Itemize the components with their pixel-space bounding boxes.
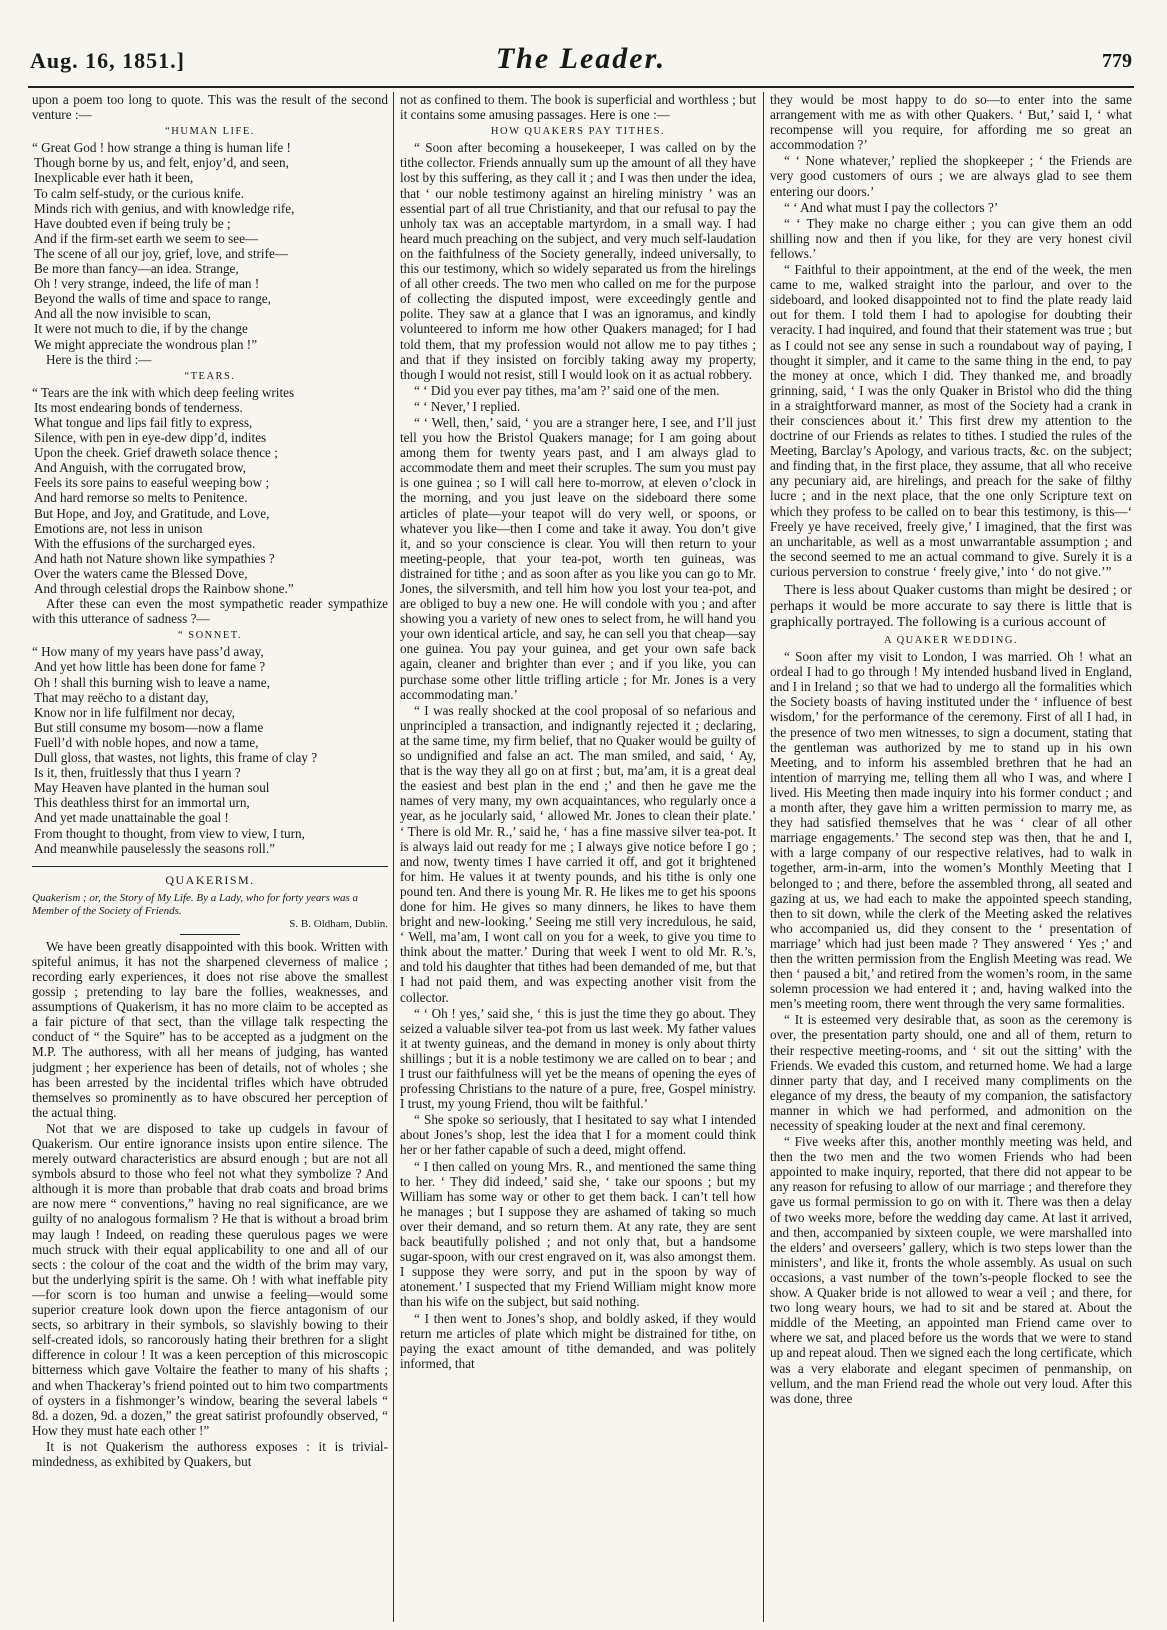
excerpt-paragraph: they would be most happy to do so—to enter into the same arrangement with me as with other Quakers. ‘ But,’ said I, ‘ what recompense will you require, for affording me so great an accommodation ?’: [770, 92, 1132, 153]
verse-line: But Hope, and Joy, and Gratitude, and Love,: [34, 505, 270, 521]
excerpt-paragraph: “ I then went to Jones’s shop, and boldly asked, if they would return me articles of plate which might be distrained for tithe, on paying the exact amount of tithe demanded, and was politely informed, that: [400, 1310, 756, 1371]
excerpt-paragraph: “ She spoke so seriously, that I hesitated to say what I intended about Jones’s shop, lest the idea that I for a moment could think her or her father capable of such a deed, might offend.: [400, 1112, 756, 1158]
verse-line: To calm self-study, or the curious knife.: [34, 185, 244, 201]
verse-line: Know nor in life fulfilment nor decay,: [34, 704, 235, 720]
verse-line: This deathless thirst for an immortal urn,: [34, 795, 250, 811]
verse-line: May Heaven have planted in the human soul: [34, 780, 270, 796]
verse-line: Though borne by us, and felt, enjoy’d, and seen,: [34, 155, 289, 171]
verse-line: Fuell’d with noble hopes, and now a tame,: [34, 734, 259, 750]
excerpt-heading-wedding: A QUAKER WEDDING.: [883, 635, 1019, 646]
verse-line: With the effusions of the surcharged eyes.: [34, 535, 256, 551]
verse-line: Minds rich with genius, and with knowledge rife,: [34, 200, 295, 216]
verse-line: Is it, then, fruitlessly that thus I yearn ?: [34, 765, 241, 781]
verse-line: And meanwhile pauselessly the seasons roll.”: [34, 840, 275, 856]
verse-line: Emotions are, not less in unison: [34, 520, 203, 536]
verse-line: Silence, with pen in eye-dew dipp’d, indites: [34, 430, 267, 446]
verse-line: And Anguish, with the corrugated brow,: [34, 460, 246, 476]
intro-text: upon a poem too long to quote. This was the result of the second venture :—: [32, 92, 388, 123]
poem-title-human-life: “HUMAN LIFE.: [165, 126, 255, 138]
excerpt-paragraph: “ ‘ And what must I pay the collectors ?’: [784, 199, 999, 215]
third-intro: Here is the third :—: [46, 351, 152, 367]
poem-title-tears: “TEARS.: [184, 370, 236, 382]
section-divider: [32, 866, 388, 867]
column-divider-1: [393, 92, 394, 1622]
verse-line: And hard remorse so melts to Penitence.: [34, 490, 248, 506]
verse-line: Be more than fancy—an idea. Strange,: [34, 261, 239, 277]
verse-line: And through celestial drops the Rainbow shone.”: [34, 581, 294, 596]
poem-title-sonnet: “ SONNET.: [177, 630, 243, 642]
verse-line: Upon the cheek. Grief draweth solace thence ;: [34, 445, 278, 461]
verse-line: Over the waters came the Blessed Dove,: [34, 565, 248, 581]
verse-line: And yet made unattainable the goal !: [34, 810, 229, 826]
header-rule: [28, 86, 1134, 88]
masthead: [30, 42, 1132, 84]
verse-line: “ How many of my years have pass’d away,: [32, 644, 264, 660]
verse-line: Dull gloss, that wastes, not lights, this frame of clay ?: [34, 750, 318, 766]
excerpt-paragraph: “ ‘ Never,’ I replied.: [414, 398, 521, 414]
column-1: [32, 92, 388, 1622]
excerpt-paragraph: “ I was really shocked at the cool proposal of so nefarious and unprincipled a transaction, and indignantly rejected it ; declaring, at the same time, my firm belief, that no Quaker would be guilty of so undignified and false an act. The man smiled, and said, ‘ Ay, that is the way they all go on at first ; but, ma’am, it is a great deal the easiest and best plan in the end ;’ and then he gave me the names of very many, my own acquaintances, who regularly once a year, as he jocularly said, ‘ allowed Mr. Jones to clean their plate.’ ‘ There is old Mr. R.,’ said he, ‘ has a fine massive silver tea-pot. It is always laid out ready for me ; I always give notice before I go ; and now, twenty times I have carried it off, and got it brightened for him. He values it at twenty pounds, and his tithe is only one pound ten. And there is young Mr. R. He likes me to get his spoons done for him. He gives so many dinners, he likes to have them bright and new-looking.’ Seeing me still very incredulous, he said, ‘ Well, ma’am, I wont call on you for a week, to give you time to think about the matter.’ During that week I went to old Mr. R.’s, and told his daughter that tithes had been demanded of me, but that I had not paid them, and was expecting another visit from the collector.: [400, 702, 756, 1005]
verse-line: From thought to thought, from view to view, I turn,: [34, 825, 305, 841]
verse-line: That may reëcho to a distant day,: [34, 689, 209, 705]
verse-line: What tongue and lips fail fitly to express,: [34, 414, 253, 430]
column-2: [400, 92, 756, 1622]
verse-line: Feels its sore pains to easeful weeping bow ;: [34, 475, 270, 491]
excerpt-paragraph: “ Soon after my visit to London, I was married. Oh ! what an ordeal I had to go through ! My intended husband lived in England, and I in Ireland ; so that we had to undergo all the formalities which the Society boasts of having instituted under the ‘ influence of best wisdom,’ for the performance of the ceremony. First of all I had, in the presence of two men witnesses, to sign a document, stating that the gentleman was authorized by me to stand up in his own Meeting, and to inform his assembled brethren that he had an intention of marrying me, telling them all who I was, and where I lived. His Meeting then made inquiry into his former conduct ; and a month after, they gave him a written permission to marry me, as they had satisfied themselves that he was ‘ clear of all other marriage engagements.’ The second step was then, that he and I, with a large company of our respective relatives, had to walk in together, arm-in-arm, into the women’s Monthly Meeting that I belonged to ; and there, before the assembled throng, all seated and gazing at us, we had each to make the appointed speech standing, then to sit down, while the clerk of the Meeting asked the relatives who accompanied us, did they consent to the ‘ presentation of marriage’ which had just been made ? They answered ‘ Yes ;’ and then the written permission from the English Meeting was read. We then ‘ paused a bit,’ and retired from the women’s room, in the same solemn procession we had entered it ; and, having walked into the men’s meeting room, there went through the very same formalities.: [770, 649, 1132, 1012]
issue-date: Aug. 16, 1851.]: [30, 48, 185, 73]
verse-line: But still consume my bosom—now a flame: [34, 719, 264, 735]
column-divider-2: [763, 92, 764, 1622]
verse-line: The scene of all our joy, grief, love, and strife—: [34, 245, 289, 261]
verse-line: Its most endearing bonds of tenderness.: [34, 399, 243, 415]
page-number: 779: [1102, 50, 1132, 72]
book-publisher: S. B. Oldham, Dublin.: [289, 917, 388, 930]
book-reference-text: Quakerism ; or, the Story of My Life. By a Lady, who for forty years was a Member of the Society of Friends.: [32, 891, 359, 917]
column-3: [770, 92, 1132, 1622]
verse-line: “ Great God ! how strange a thing is human life !: [32, 140, 291, 156]
verse-line: And yet how little has been done for fame ?: [34, 659, 266, 675]
verse-line: And hath not Nature shown like sympathies ?: [34, 550, 275, 566]
verse-line: Have doubted even if being truly be ;: [34, 215, 231, 231]
review-paragraph: not as confined to them. The book is superficial and worthless ; but it contains some amusing passages. Here is one :—: [400, 92, 756, 123]
verse-line: And if the firm-set earth we seem to see—: [34, 230, 259, 246]
excerpt-paragraph: “ ‘ Well, then,’ said, ‘ you are a stranger here, I see, and I’ll just tell you how the Bristol Quakers manage; for I am going about among them for twenty years past, and I am always glad to accommodate them and meet their scruples. The sum you must pay is one guinea ; so I will call here to-morrow, at eleven o’clock in the morning, and you just leave on the sideboard there some articles of plate—your teapot will do very well, or spoons, or whatever you like—then I come and take it away. You don’t give it, and so your conscience is clear. You will then return to your meeting-people, that your tea-pot, worth ten guineas, was distrained for tithe ; and as soon after as you like you can go to Mr. Jones, the silversmith, and tell him how you lost your tea-pot, and are obliged to buy a new one. He will condole with you ; and after showing you a variety of new ones to select from, he will hand you your own identical article, and say, he can sell you that cheap—say one guinea. You pay your guinea, and get your own safe back again, cleaner and brighter than ever ; and if you like, you can purchase some other little trifling article ; for Mr. Jones is a very accommodating man.’: [400, 414, 756, 702]
after-tears-text: After these can even the most sympathetic reader sympathize with this utterance of sadness ?—: [32, 596, 388, 627]
excerpt-paragraph: “ Soon after becoming a housekeeper, I was called on by the tithe collector. Friends annually sum up the amount of all they have lost by this suffering, as they call it ; and I was then under the idea, that ‘ our noble testimony against an hireling ministry ’ was an essential part of all true Christianity, and that our refusal to pay the unholy tax was an acceptable martyrdom, in a small way. I had heard much preaching on the subject, and very much self-laudation on the faithfulness of the Society generally, indeed universally, to this our testimony, which so widely separated us from the hirelings of all other creeds. The two men who called on me for the purpose of collecting the disputed impost, were exceedingly gentle and polite. They saw at a glance that I was an ignoramus, and kindly volunteered to inform me how other Quakers managed; for I had told them, that my profession would not allow me to pay tithes ; and that if they insisted on forcibly taking away my property, though I would not resist, still I would look on it as actual robbery.: [400, 140, 756, 382]
book-reference: [32, 892, 388, 931]
verse-line: It were not much to die, if by the change: [34, 321, 248, 337]
verse-line: Oh ! shall this burning wish to leave a name,: [34, 674, 270, 690]
excerpt-paragraph: “ ‘ None whatever,’ replied the shopkeeper ; ‘ the Friends are very good customers of ours ; we are always glad to see them entering our doors.’: [770, 153, 1132, 199]
verse-line: “ Tears are the ink with which deep feeling writes: [32, 384, 295, 400]
review-paragraph: Not that we are disposed to take up cudgels in favour of Quakerism. Our entire ignorance insists upon entire silence. The merely outward characteristics are absurd enough ; but are not all symbols absurd to those who feel not what they symbolize ? And although it is more than probable that drab coats and broad brims are now mere “ conventions,” having no real significance, are we guilty of no analogous formalism ? He that is without a broad brim may laugh ! Indeed, on reading these querulous pages we were much struck with their equal applicability to one and all of our sects : the colour of the coat and the width of the brim may vary, but the underlying spirit is the same. Oh ! with what ineffable pity—for scorn is too human and unwise a feeling—would some superior creature look down upon the fierce antagonism of our sects, so arbitrary in their symbols, so slavishly bowing to their self-created idols, so rancorously hating their brethren for a slight difference in colour ! It was a keen perception of this microscopic bitterness which gave Voltaire the feather to many of his shafts ; and when Thackeray’s friend pointed out to him two compartments of oysters in a fishmonger’s window, bearing the several labels “ 8d. a dozen, 9d. a dozen,” the great satirist profoundly observed, “ How they must hate each other !”: [32, 1120, 388, 1438]
excerpt-paragraph: “ It is esteemed very desirable that, as soon as the ceremony is over, the presentation party should, one and all of them, return to their respective meeting-rooms, and ‘ sit out the sitting’ with the Friends. We evaded this custom, and returned home. We had a large dinner party that day, and I received many compliments on the elegance of my dress, the beauty of my companion, the satisfactory manner in which we had performed, and admonition on the necessity of speaking louder at the next and final ceremony.: [770, 1012, 1132, 1133]
short-rule: [180, 934, 240, 935]
excerpt-paragraph: “ I then called on young Mrs. R., and mentioned the same thing to her. ‘ They did indeed,’ said she, ‘ take our spoons ; but my William has some way or other to get them back. I can’t tell how he manages ; but I suppose they are ashamed of taking so much over their demand, and so return them. At any rate, they are sent back beautifully polished ; and not only that, but a handsome sugar-spoon, with our crest engraved on it, was also amongst them. I suppose they were sorry, and put in the spoon by way of atonement.’ I suspected that my Friend William might know more than his wife on the subject, but said nothing.: [400, 1158, 756, 1310]
excerpt-paragraph: “ ‘ Did you ever pay tithes, ma’am ?’ said one of the men.: [414, 382, 720, 398]
excerpt-heading-tithes: HOW QUAKERS PAY TITHES.: [490, 126, 666, 138]
verse-line: Inexplicable ever hath it been,: [34, 170, 194, 186]
verse-line: Oh ! very strange, indeed, the life of man !: [34, 276, 260, 292]
excerpt-paragraph: “ ‘ Oh ! yes,’ said she, ‘ this is just the time they go about. They seized a valuable silver tea-pot from us last week. My father values it at twenty guineas, and the demand in money is only about thirty shillings ; but it is a noble testimony we are called on to bear ; and I trust our faithfulness will yet be the means of opening the eyes of professing Christians to the nature of a pure, free, Gospel ministry. I trust, my young Friend, thou wilt be faithful.’: [400, 1005, 756, 1112]
review-paragraph: We have been greatly disappointed with this book. Written with spiteful animus, it has not the sharpened cleverness of malice ; recording early experiences, it does not rise above the smallest gossip ; pretending to lay bare the follies, weaknesses, and assumptions of Quakerism, it has no more claim to be accepted as a fair picture of that sect, than the village talk respecting the conduct of “ the Squire” has to be accepted as a judgment on the M.P. The authoress, with all her means of judging, has wanted judgment ; her experience has been of details, not of wholes ; she has been arrested by the incidental trifles which have obtruded themselves so prominently as to have obscured her perception of the actual thing.: [32, 938, 388, 1120]
newspaper-title: The Leader.: [495, 42, 667, 75]
verse-line: We might appreciate the wondrous plan !”: [34, 336, 258, 352]
excerpt-paragraph: “ ‘ They make no charge either ; you can give them an odd shilling now and then if you like, for they are very honest civil fellows.’: [770, 215, 1132, 261]
verse-line: And all the now invisible to scan,: [34, 306, 211, 322]
review-paragraph: There is less about Quaker customs than might be desired ; or perhaps it would be more accurate to say there is little that is graphically portrayed. The following is a curious account of: [770, 583, 1132, 630]
section-title-quakerism: QUAKERISM.: [165, 872, 255, 887]
verse-line: Beyond the walls of time and space to range,: [34, 291, 271, 307]
excerpt-paragraph: “ Five weeks after this, another monthly meeting was held, and then the two men and the two women Friends who had been appointed to make inquiry, reported, that there did not appear to be any reason for refusing to allow of our marriage ; and therefore they gave us formal permission to go on with it. There was then a delay of two weeks more, before the wedding day came. At last it arrived, and then, accompanied by sixteen couple, we were marshalled into the elders’ and overseers’ gallery, which is two steps lower than the ministers’, and like it, fronts the whole assembly. As usual on such occasions, a vast number of the town’s-people flocked to see the show. A Quaker bride is not allowed to wear a veil ; and there, for two long weary hours, we had to sit and be stared at. About the middle of the Meeting, an appointed man Friend came over to where we sat, and placed before us the words that we were to stand up and repeat aloud. Then we signed each the long certificate, which was a very elaborate and elegant specimen of penmanship, on vellum, and the man Friend read the whole out very loud. After this was done, three: [770, 1134, 1132, 1406]
excerpt-paragraph: “ Faithful to their appointment, at the end of the week, the men came to me, walked straight into the parlour, and over to the sideboard, and looked disappointed not to find the plate ready laid out for them. I told them I had to apologise for doubting their veracity. I had inquired, and found that their statement was true ; but as I could not see any sense in such a roundabout way of paying, I thought it simpler, and it came to the same thing in the end, to pay the money at once, which I did. They thanked me, and broadly grinning, said, ‘ I was the only Quaker in Bristol who did the thing in a straightforward manner, as most of the Society had a crank in their consciences about it.’ This first drew my attention to the doctrine of our Friends as relates to tithes. I studied the rules of the Meeting, Barclay’s Apology, and various tracts, &c. on the subject; and finding that, in the first place, they assume, that all who receive any pecuniary aid, are hirelings, and preach for the sake of filthy lucre ; and in the next place, that the one only Scripture text on which they profess to be called on to bear this testimony, is this—‘ Freely ye have received, freely give,’ I imagined, that the first was an uncharitable, as well as a most unwarrantable assumption ; and the second seemed to me an actual command to give. Surely it is a curious perversion to construe ‘ freely give,’ into ‘ do not give.’”: [770, 262, 1132, 579]
review-paragraph: It is not Quakerism the authoress exposes : it is trivial-mindedness, as exhibited by Quakers, but: [32, 1438, 388, 1469]
